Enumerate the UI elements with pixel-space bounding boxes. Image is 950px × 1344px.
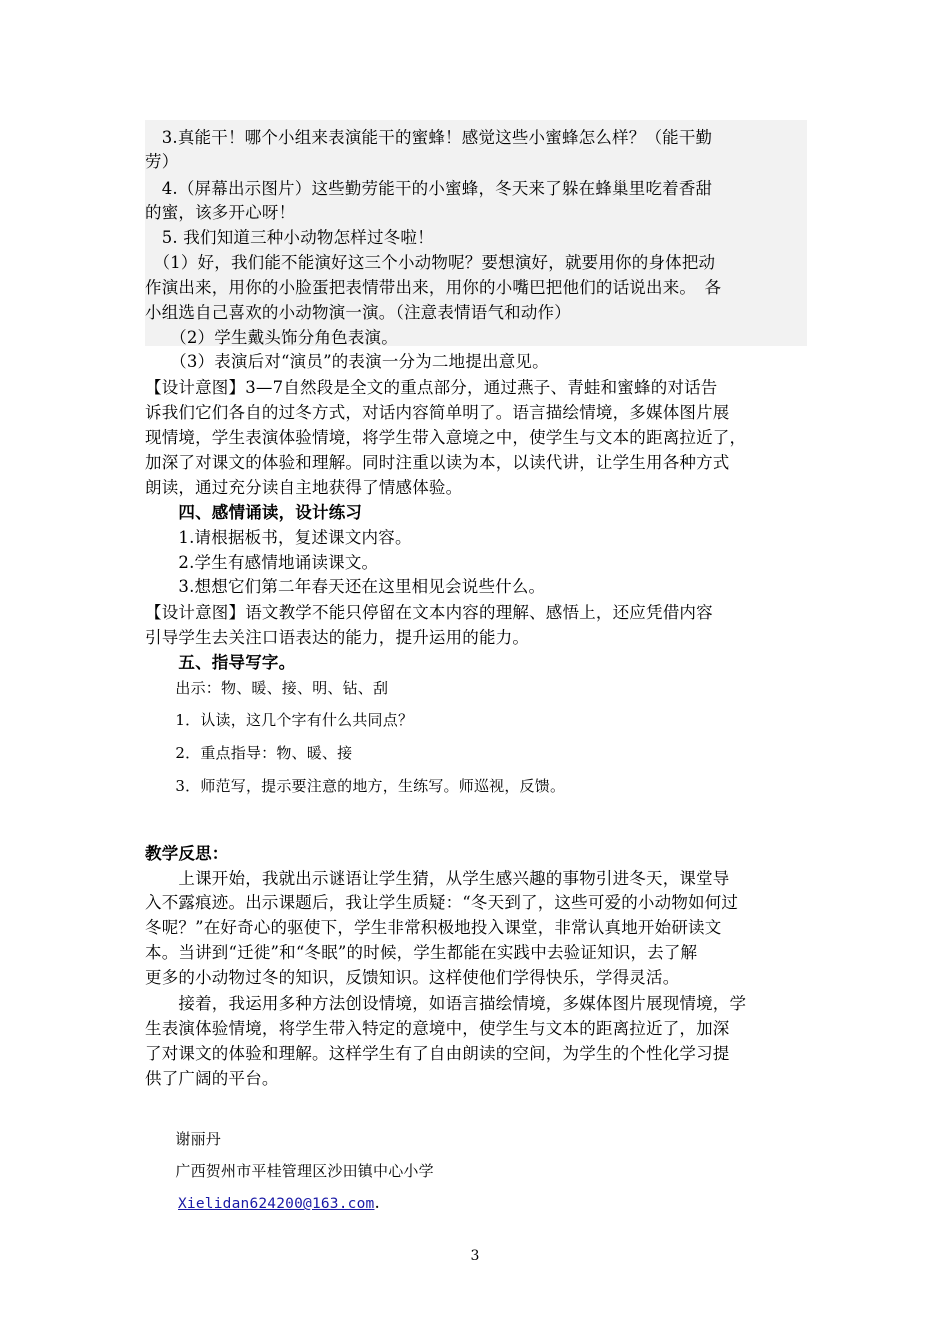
text-line: 劳） [145,152,179,171]
text-line: 诉我们它们各自的过冬方式，对话内容简单明了。语言描绘情境，多媒体图片展 [145,403,730,422]
text-line: 出示：物、暖、接、明、钻、刮 [145,679,389,697]
text-line: 本。当讲到“迁徙”和“冬眠”的时候，学生都能在实践中去验证知识，去了解 [145,943,698,962]
text-line: 作演出来，用你的小脸蛋把表情带出来，用你的小嘴巴把他们的话说出来。 各 [145,278,722,297]
text-line: 小组选自己喜欢的小动物演一演。（注意表情语气和动作） [145,303,571,322]
text-line: 的蜜，该多开心呀！ [145,203,296,222]
text-line: 【设计意图】语文教学不能只停留在文本内容的理解、感悟上，还应凭借内容 [145,603,713,622]
text-line: 加深了对课文的体验和理解。同时注重以读为本，以读代讲，让学生用各种方式 [145,453,730,472]
text-line: 供了广阔的平台。 [145,1069,279,1088]
email-line [145,1191,807,1216]
text-line: （1）好，我们能不能演好这三个小动物呢？要想演好，就要用你的身体把动 [145,253,716,272]
text-line: 【设计意图】3—7自然段是全文的重点部分，通过燕子、青蛙和蜜蜂的对话告 [145,378,718,397]
text-line: 5. 我们知道三种小动物怎样过冬啦！ [145,228,434,247]
text-line: 3.真能干！哪个小组来表演能干的蜜蜂！感觉这些小蜜蜂怎么样？（能干勤 [145,128,713,147]
text-line: 入不露痕迹。出示课题后，我让学生质疑：“冬天到了，这些可爱的小动物如何过 [145,893,739,912]
text-line: 更多的小动物过冬的知识，反馈知识。这样使他们学得快乐，学得灵活。 [145,968,680,987]
text-line: 生表演体验情境，将学生带入特定的意境中，使学生与文本的距离拉近了，加深 [145,1019,730,1038]
text-line: 引导学生去关注口语表达的能力，提升运用的能力。 [145,628,530,647]
text-line: 3.想想它们第二年春天还在这里相见会说些什么。 [145,577,546,596]
text-line: （2）学生戴头饰分角色表演。 [145,328,398,347]
text-line: 五、指导写字。 [145,653,296,672]
text-line: 四、感情诵读，设计练习 [145,503,363,522]
text-line: 冬呢？”在好奇心的驱使下，学生非常积极地投入课堂，非常认真地开始研读文 [145,918,722,937]
text-line: 4.（屏幕出示图片）这些勤劳能干的小蜜蜂，冬天来了躲在蜂巢里吃着香甜 [145,179,713,198]
text-line: 教学反思： [145,844,229,863]
email-suffix: . [374,1193,380,1212]
text-line: 了对课文的体验和理解。这样学生有了自由朗读的空间，为学生的个性化学习提 [145,1044,730,1063]
text-line: 现情境，学生表演体验情境，将学生带入意境之中，使学生与文本的距离拉近了， [145,428,747,447]
text-line: （3）表演后对“演员”的表演一分为二地提出意见。 [145,352,549,371]
text-line: 接着，我运用多种方法创设情境，如语言描绘情境，多媒体图片展现情境，学 [145,994,747,1013]
page-number: 3 [470,1248,480,1264]
text-line: 2.学生有感情地诵读课文。 [145,553,379,572]
text-line: 广西贺州市平桂管理区沙田镇中心小学 [145,1162,434,1180]
text-line: 3．师范写，提示要注意的地方，生练写。师巡视，反馈。 [145,777,566,795]
email-link[interactable]: Xielidan624200@163.com [178,1196,375,1212]
text-line: 1．认读，这几个字有什么共同点？ [145,711,414,729]
text-line: 1.请根据板书，复述课文内容。 [145,528,412,547]
text-line: 上课开始，我就出示谜语让学生猜，从学生感兴趣的事物引进冬天，课堂导 [145,869,730,888]
text-line: 2．重点指导：物、暖、接 [145,744,353,762]
text-line: 朗读，通过充分读自主地获得了情感体验。 [145,478,463,497]
text-line: 谢丽丹 [145,1130,222,1148]
